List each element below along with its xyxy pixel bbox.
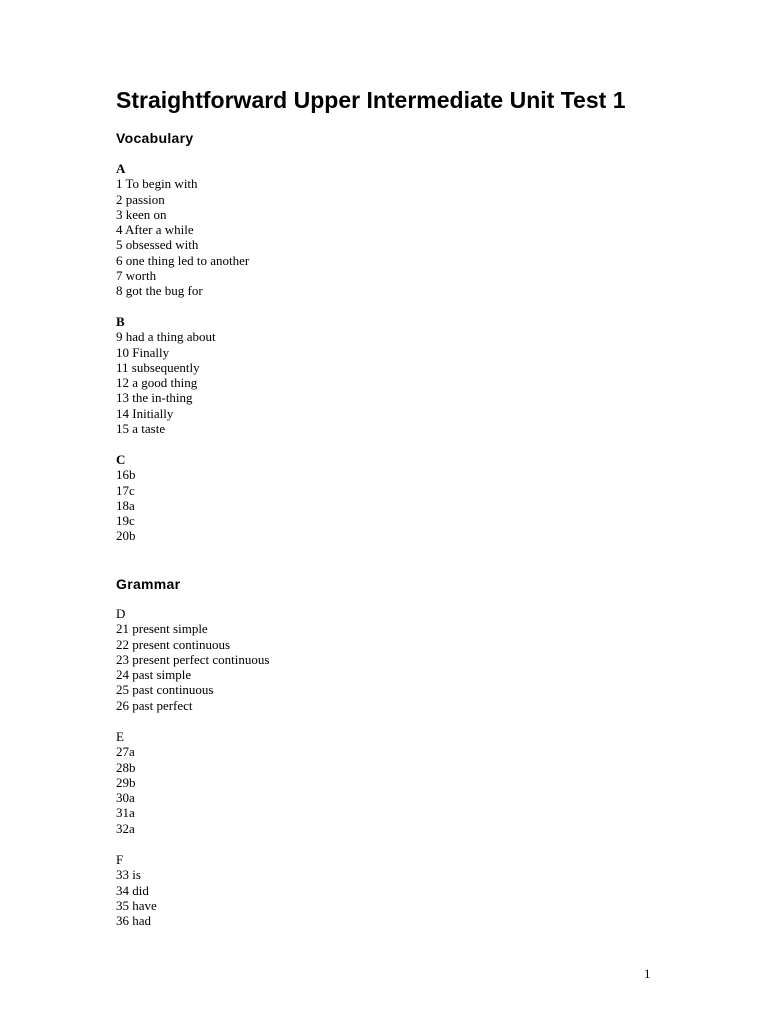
answer-list bbox=[116, 176, 249, 298]
answer-item: 17c bbox=[116, 482, 135, 498]
group-label: B bbox=[116, 314, 125, 329]
answer-item: 6 one thing led to another bbox=[116, 252, 250, 268]
answer-list bbox=[116, 744, 136, 836]
answer-item: 22 present continuous bbox=[116, 636, 231, 652]
answer-item: 21 present simple bbox=[116, 621, 208, 637]
section-heading-vocabulary: Vocabulary bbox=[116, 130, 194, 146]
answer-group-d bbox=[116, 606, 269, 713]
answer-item: 19c bbox=[116, 513, 135, 529]
answer-item: 35 have bbox=[116, 897, 157, 913]
answer-item: 29b bbox=[116, 774, 136, 790]
answer-list bbox=[116, 329, 216, 436]
group-label: D bbox=[116, 606, 126, 621]
group-label: F bbox=[116, 852, 124, 867]
answer-item: 25 past continuous bbox=[116, 682, 214, 698]
answer-item: 7 worth bbox=[116, 268, 157, 284]
answer-item: 11 subsequently bbox=[116, 359, 200, 375]
answer-item: 2 passion bbox=[116, 191, 165, 207]
answer-item: 16b bbox=[116, 467, 136, 483]
answer-item: 33 is bbox=[116, 867, 141, 883]
answer-item: 14 Initially bbox=[116, 405, 174, 421]
answer-list bbox=[116, 867, 157, 928]
answer-item: 5 obsessed with bbox=[116, 237, 199, 253]
answer-item: 28b bbox=[116, 759, 136, 775]
answer-item: 15 a taste bbox=[116, 421, 166, 437]
answer-item: 32a bbox=[116, 820, 135, 836]
answer-item: 10 Finally bbox=[116, 344, 170, 360]
answer-item: 23 present perfect continuous bbox=[116, 651, 270, 667]
answer-item: 30a bbox=[116, 790, 135, 806]
section-heading-grammar: Grammar bbox=[116, 576, 181, 592]
answer-group-e bbox=[116, 729, 136, 836]
answer-item: 20b bbox=[116, 528, 136, 544]
answer-group-b bbox=[116, 314, 216, 436]
answer-item: 1 To begin with bbox=[116, 176, 198, 192]
answer-item: 8 got the bug for bbox=[116, 283, 203, 299]
answer-group-f bbox=[116, 852, 157, 928]
answer-item: 34 did bbox=[116, 882, 149, 898]
answer-item: 31a bbox=[116, 805, 135, 821]
group-label: C bbox=[116, 452, 126, 467]
group-label: E bbox=[116, 729, 124, 744]
answer-item: 24 past simple bbox=[116, 667, 192, 683]
answer-item: 4 After a while bbox=[116, 222, 194, 238]
answer-item: 18a bbox=[116, 497, 135, 513]
answer-item: 26 past perfect bbox=[116, 697, 193, 713]
answer-item: 13 the in-thing bbox=[116, 390, 193, 406]
answer-list bbox=[116, 621, 269, 713]
answer-item: 27a bbox=[116, 744, 135, 760]
page-title: Straightforward Upper Intermediate Unit Test 1 bbox=[116, 87, 626, 113]
answer-group-c bbox=[116, 452, 136, 544]
page-number: 1 bbox=[644, 966, 651, 981]
answer-item: 9 had a thing about bbox=[116, 329, 216, 345]
answer-item: 36 had bbox=[116, 913, 152, 929]
answer-group-a bbox=[116, 161, 249, 299]
answer-list bbox=[116, 467, 136, 543]
answer-item: 12 a good thing bbox=[116, 375, 198, 391]
answer-item: 3 keen on bbox=[116, 206, 167, 222]
group-label: A bbox=[116, 161, 126, 176]
